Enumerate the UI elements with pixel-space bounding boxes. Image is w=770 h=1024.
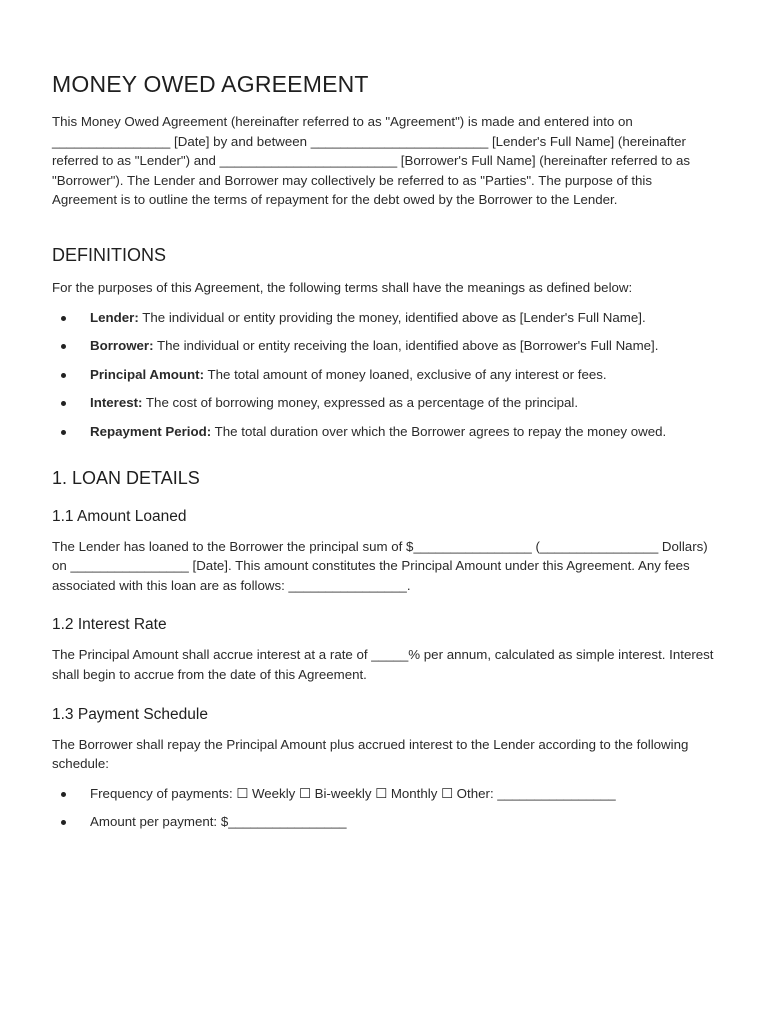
payment-amount-text: Amount per payment: $________________	[90, 814, 347, 830]
definitions-list	[52, 308, 720, 442]
loan-details-heading: 1. LOAN DETAILS	[52, 467, 200, 488]
payment-schedule-text: The Borrower shall repay the Principal Amount plus accrued interest to the Lender according to the following schedule:	[52, 736, 689, 772]
payment-schedule-list	[52, 784, 720, 832]
amount-loaned-heading: 1.1 Amount Loaned	[52, 507, 187, 525]
definitions-heading: DEFINITIONS	[52, 244, 167, 265]
amount-loaned-text: The Lender has loaned to the Borrower the principal sum of $________________ (________________ Dollars) on ________________ [Date]. This amount constitutes the Principal Amount under this Agreement. Any fees associated with this loan are as follows: ________________.	[52, 538, 708, 593]
bullet-icon	[61, 373, 66, 378]
list-item	[52, 336, 720, 356]
definition-text: The individual or entity receiving the loan, identified above as [Borrower's Full Name].	[153, 338, 659, 354]
definition-term: Interest:	[90, 395, 143, 411]
definition-text: The individual or entity providing the money, identified above as [Lender's Full Name].	[138, 309, 646, 325]
document-content	[52, 70, 720, 841]
definition-term: Repayment Period:	[90, 423, 212, 439]
definition-text: The total duration over which the Borrower agrees to repay the money owed.	[211, 423, 667, 439]
bullet-icon	[61, 316, 66, 321]
definition-term: Borrower:	[90, 338, 154, 354]
bullet-icon	[61, 401, 66, 406]
list-item	[52, 422, 720, 442]
bullet-icon	[61, 344, 66, 349]
list-item	[52, 393, 720, 413]
list-item	[52, 784, 720, 804]
definition-term: Lender:	[90, 309, 139, 325]
document-title: MONEY OWED AGREEMENT	[52, 71, 369, 97]
list-item	[52, 365, 720, 385]
definitions-intro: For the purposes of this Agreement, the following terms shall have the meanings as defined below:	[52, 279, 633, 295]
intro-paragraph: This Money Owed Agreement (hereinafter referred to as "Agreement") is made and entered into on ________________ [Date] by and between ________________________ [Lender's Full Name] (hereinafter referred to as "Lender") and ________________________ [Borrower's Full Name] (hereinafter referred to as "Borrower"). The Lender and Borrower may collectively be referred to as "Parties". The purpose of this Agreement is to outline the terms of repayment for the debt owed by the Borrower to the Lender.	[52, 114, 691, 208]
interest-rate-heading: 1.2 Interest Rate	[52, 616, 167, 634]
bullet-icon	[61, 820, 66, 825]
bullet-icon	[61, 792, 66, 797]
bullet-icon	[61, 430, 66, 435]
list-item	[52, 308, 720, 328]
interest-rate-text: The Principal Amount shall accrue interest at a rate of _____% per annum, calculated as simple interest. Interest shall begin to accrue from the date of this Agreement.	[52, 647, 714, 682]
definition-text: The total amount of money loaned, exclusive of any interest or fees.	[204, 366, 607, 382]
definition-text: The cost of borrowing money, expressed as a percentage of the principal.	[142, 395, 579, 411]
definition-term: Principal Amount:	[90, 366, 205, 382]
payment-frequency-text: Frequency of payments: ☐ Weekly ☐ Bi-weekly ☐ Monthly ☐ Other: ________________	[90, 785, 616, 801]
payment-schedule-heading: 1.3 Payment Schedule	[52, 705, 208, 723]
list-item	[52, 812, 720, 832]
